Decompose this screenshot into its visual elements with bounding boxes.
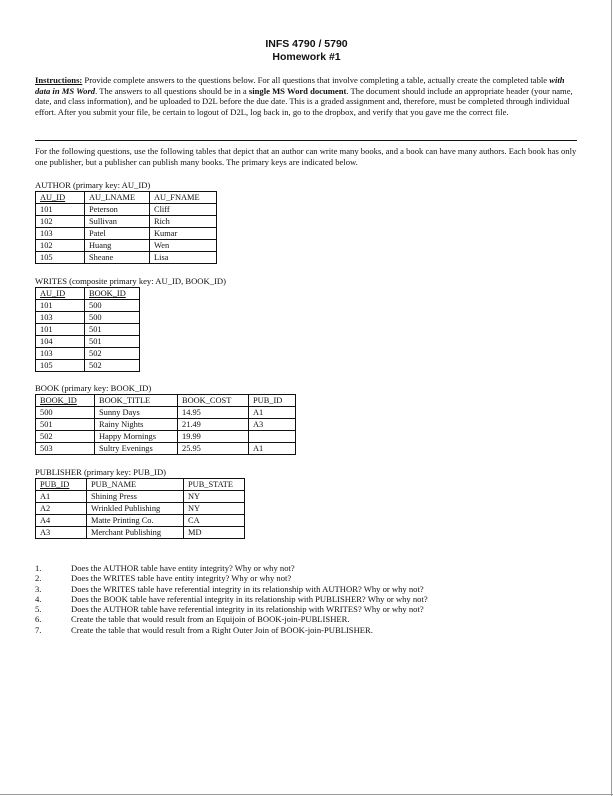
table-cell: Sullivan (85, 216, 150, 228)
column-header: BOOK_TITLE (95, 395, 178, 407)
table-cell: Wen (150, 240, 217, 252)
table-row (36, 491, 245, 503)
instructions-strong: single MS Word document (248, 85, 347, 96)
table-cell: A2 (36, 503, 87, 515)
table-row (36, 204, 217, 216)
table-cell: Kumar (150, 228, 217, 240)
table-cell: Peterson (85, 204, 150, 216)
question-text: Does the AUTHOR table have referential integrity in its relationship with WRITES? Why or why not? (71, 604, 424, 615)
table-cell: Lisa (150, 252, 217, 264)
question-number: 6. (35, 614, 42, 625)
table-cell: Wrinkled Publishing (87, 503, 184, 515)
table-row (36, 407, 296, 419)
column-header: PUB_NAME (87, 479, 184, 491)
column-header: PUB_ID (36, 479, 87, 491)
table-cell: Rich (150, 216, 217, 228)
table-row (36, 527, 245, 539)
instructions-emphasis: with data in MS Word (35, 75, 565, 96)
question-text: Create the table that would result from an Equijoin of BOOK-join-PUBLISHER. (71, 614, 350, 625)
table-cell: Patel (85, 228, 150, 240)
author-table (35, 191, 217, 264)
table-cell: 501 (85, 324, 140, 336)
table-cell: A4 (36, 515, 87, 527)
table-row (36, 240, 217, 252)
table-cell: 101 (36, 324, 85, 336)
table-cell: 501 (36, 419, 95, 431)
table-cell (249, 431, 296, 443)
writes-caption: WRITES (composite primary key: AU_ID, BOOK_ID) (35, 276, 226, 286)
table-cell: 19.99 (178, 431, 249, 443)
table-row (36, 419, 296, 431)
page-border-right (611, 0, 612, 796)
column-header: BOOK_ID (36, 395, 95, 407)
table-row (36, 431, 296, 443)
page-title: Homework #1 (272, 51, 341, 63)
list-item (35, 584, 428, 594)
list-item (35, 594, 428, 604)
table-cell: Sheane (85, 252, 150, 264)
instructions-text-3: . The document should include an appropriate header (your name, date, and class information), and be uploaded to D2L before the due date. This is a graded assignment and, therefore, must be completed through individual effort. After you submit your file, be certain to logout of D2L, log back in, go to the dropbox, and verify that you gave me the correct file. (35, 85, 573, 117)
table-cell: 102 (36, 216, 85, 228)
column-header: AU_ID (36, 192, 85, 204)
question-text: Create the table that would result from a Right Outer Join of BOOK-join-PUBLISHER. (71, 624, 373, 635)
table-cell: Cliff (150, 204, 217, 216)
table-row (36, 252, 217, 264)
table-cell: NY (184, 491, 245, 503)
table-cell: 500 (85, 312, 140, 324)
list-item (35, 604, 428, 614)
table-header-row (36, 192, 217, 204)
column-header: BOOK_COST (178, 395, 249, 407)
question-list (35, 563, 428, 635)
instructions-text-1: Provide complete answers to the questions below. For all questions that involve completing a table, actually create the completed table (82, 75, 550, 85)
table-cell: 102 (36, 240, 85, 252)
list-item (35, 573, 428, 583)
book-table (35, 394, 296, 455)
table-cell: CA (184, 515, 245, 527)
table-row (36, 228, 217, 240)
table-cell: MD (184, 527, 245, 539)
table-cell: Shining Press (87, 491, 184, 503)
table-cell: 14.95 (178, 407, 249, 419)
table-cell: 502 (85, 360, 140, 372)
table-cell: 500 (36, 407, 95, 419)
table-cell: 502 (85, 348, 140, 360)
question-text: Does the WRITES table have entity integrity? Why or why not? (71, 573, 292, 584)
publisher-caption: PUBLISHER (primary key: PUB_ID) (35, 467, 167, 477)
table-row (36, 312, 140, 324)
table-cell: A3 (36, 527, 87, 539)
question-number: 2. (35, 573, 42, 584)
table-header-row (36, 288, 140, 300)
column-header: PUB_STATE (184, 479, 245, 491)
table-cell: 25.95 (178, 443, 249, 455)
table-row (36, 360, 140, 372)
question-text: Does the AUTHOR table have entity integrity? Why or why not? (71, 563, 295, 573)
table-cell: 503 (36, 443, 95, 455)
question-text: Does the WRITES table have referential integrity in its relationship with AUTHOR? Why or why not? (71, 583, 424, 594)
column-header: BOOK_ID (85, 288, 140, 300)
divider (35, 140, 577, 141)
column-header: AU_ID (36, 288, 85, 300)
table-cell: A1 (249, 407, 296, 419)
table-row (36, 515, 245, 527)
column-header: PUB_ID (249, 395, 296, 407)
table-cell: 103 (36, 348, 85, 360)
column-header: AU_FNAME (150, 192, 217, 204)
instructions-paragraph (35, 75, 580, 117)
table-cell: 501 (85, 336, 140, 348)
table-row (36, 216, 217, 228)
page-border-bottom (0, 794, 613, 795)
publisher-table (35, 478, 245, 539)
table-cell: Merchant Publishing (87, 527, 184, 539)
list-item (35, 614, 428, 624)
intro-paragraph: For the following questions, use the following tables that depict that an author can write many books, and a book can have many authors. Each book has only one publisher, but a publisher can publish many books. The primary keys are indicated below. (35, 146, 577, 167)
table-cell: Matte Printing Co. (87, 515, 184, 527)
table-cell: A1 (36, 491, 87, 503)
table-row (36, 324, 140, 336)
table-cell: Sunny Days (95, 407, 178, 419)
table-cell: 105 (36, 360, 85, 372)
table-row (36, 300, 140, 312)
table-cell: 502 (36, 431, 95, 443)
table-row (36, 443, 296, 455)
question-number: 1. (35, 563, 42, 573)
instructions-text-2: . The answers to all questions should be in a (95, 85, 249, 96)
table-cell: NY (184, 503, 245, 515)
course-code: INFS 4790 / 5790 (265, 38, 348, 50)
table-cell: 21.49 (178, 419, 249, 431)
table-row (36, 336, 140, 348)
table-cell: 101 (36, 300, 85, 312)
instructions-label: Instructions: (35, 75, 83, 85)
table-row (36, 503, 245, 515)
table-cell: Happy Mornings (95, 431, 178, 443)
table-cell: 500 (85, 300, 140, 312)
table-cell: 105 (36, 252, 85, 264)
table-cell: Rainy Nights (95, 419, 178, 431)
table-row (36, 348, 140, 360)
writes-table (35, 287, 140, 372)
question-number: 4. (35, 593, 42, 604)
table-cell: 104 (36, 336, 85, 348)
book-caption: BOOK (primary key: BOOK_ID) (35, 383, 152, 393)
table-cell: 103 (36, 312, 85, 324)
table-cell: A3 (249, 419, 296, 431)
table-header-row (36, 395, 296, 407)
table-cell: 101 (36, 204, 85, 216)
table-header-row (36, 479, 245, 491)
column-header: AU_LNAME (85, 192, 150, 204)
question-text: Does the BOOK table have referential integrity in its relationship with PUBLISHER? Why or why not? (71, 593, 428, 604)
table-cell: 103 (36, 228, 85, 240)
list-item (35, 563, 428, 573)
table-cell: Sultry Evenings (95, 443, 178, 455)
list-item (35, 625, 428, 635)
question-number: 7. (35, 624, 42, 635)
table-cell: Huang (85, 240, 150, 252)
question-number: 5. (35, 604, 42, 615)
table-cell: A1 (249, 443, 296, 455)
question-number: 3. (35, 583, 42, 594)
author-caption: AUTHOR (primary key: AU_ID) (35, 180, 151, 190)
